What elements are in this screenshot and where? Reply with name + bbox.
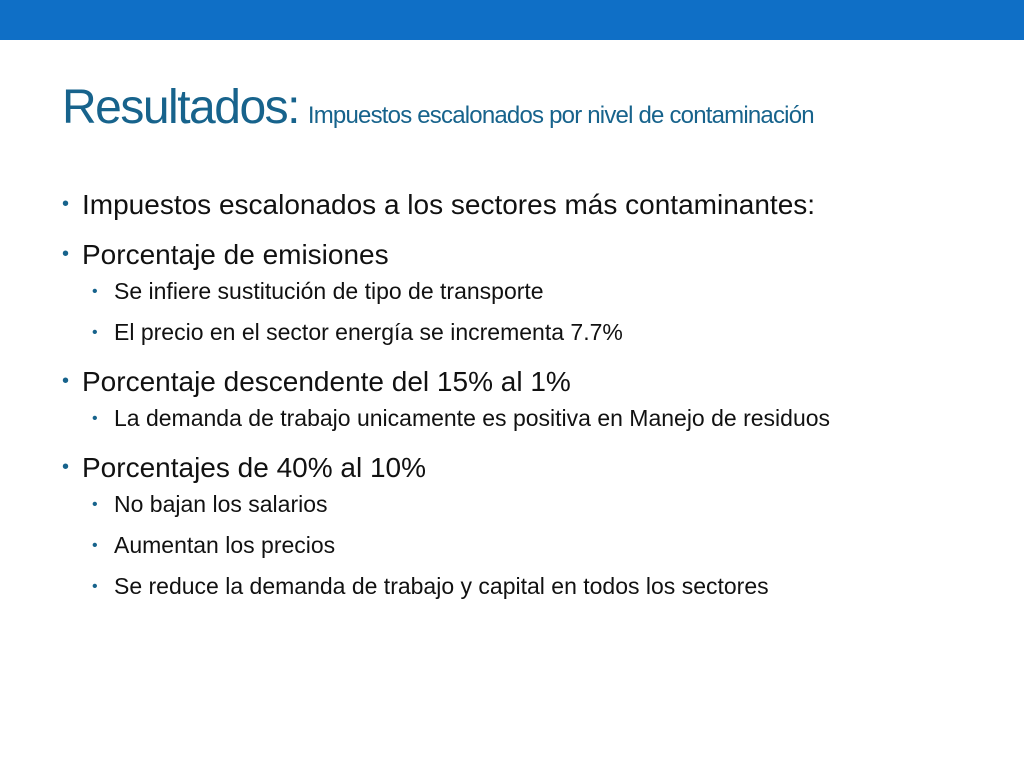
sub-bullet-list	[114, 488, 962, 603]
bullet-text: Porcentaje descendente del 15% al 1%	[82, 366, 571, 397]
slide-title-main: Resultados:	[62, 81, 299, 134]
top-accent-bar	[0, 0, 1024, 40]
sub-bullet-item: • La demanda de trabajo unicamente es positiva en Manejo de residuos	[114, 402, 962, 435]
slide-title	[62, 80, 814, 135]
sub-bullet-item: • El precio en el sector energía se incrementa 7.7%	[114, 316, 962, 349]
slide-title-subtitle: Impuestos escalonados por nivel de contaminación	[307, 102, 814, 129]
bullet-item-porcentaje-descendente	[62, 364, 962, 399]
bullet-text: Porcentajes de 40% al 10%	[82, 452, 426, 483]
sub-bullet-item: • Se infiere sustitución de tipo de transporte	[114, 275, 962, 308]
bullet-item-porcentaje-emisiones	[62, 237, 962, 272]
sub-bullet-item: • Se reduce la demanda de trabajo y capital en todos los sectores	[114, 570, 962, 603]
bullet-list	[62, 187, 962, 618]
sub-bullet-list	[114, 275, 962, 349]
sub-bullet-item: • Aumentan los precios	[114, 529, 962, 562]
sub-bullet-item: • No bajan los salarios	[114, 488, 962, 521]
bullet-item-porcentajes-40-10	[62, 450, 962, 485]
sub-bullet-list	[114, 402, 962, 435]
bullet-text: Impuestos escalonados a los sectores más contaminantes:	[82, 189, 816, 220]
bullet-text: Porcentaje de emisiones	[82, 239, 389, 270]
bullet-item-sectores	[62, 187, 962, 222]
